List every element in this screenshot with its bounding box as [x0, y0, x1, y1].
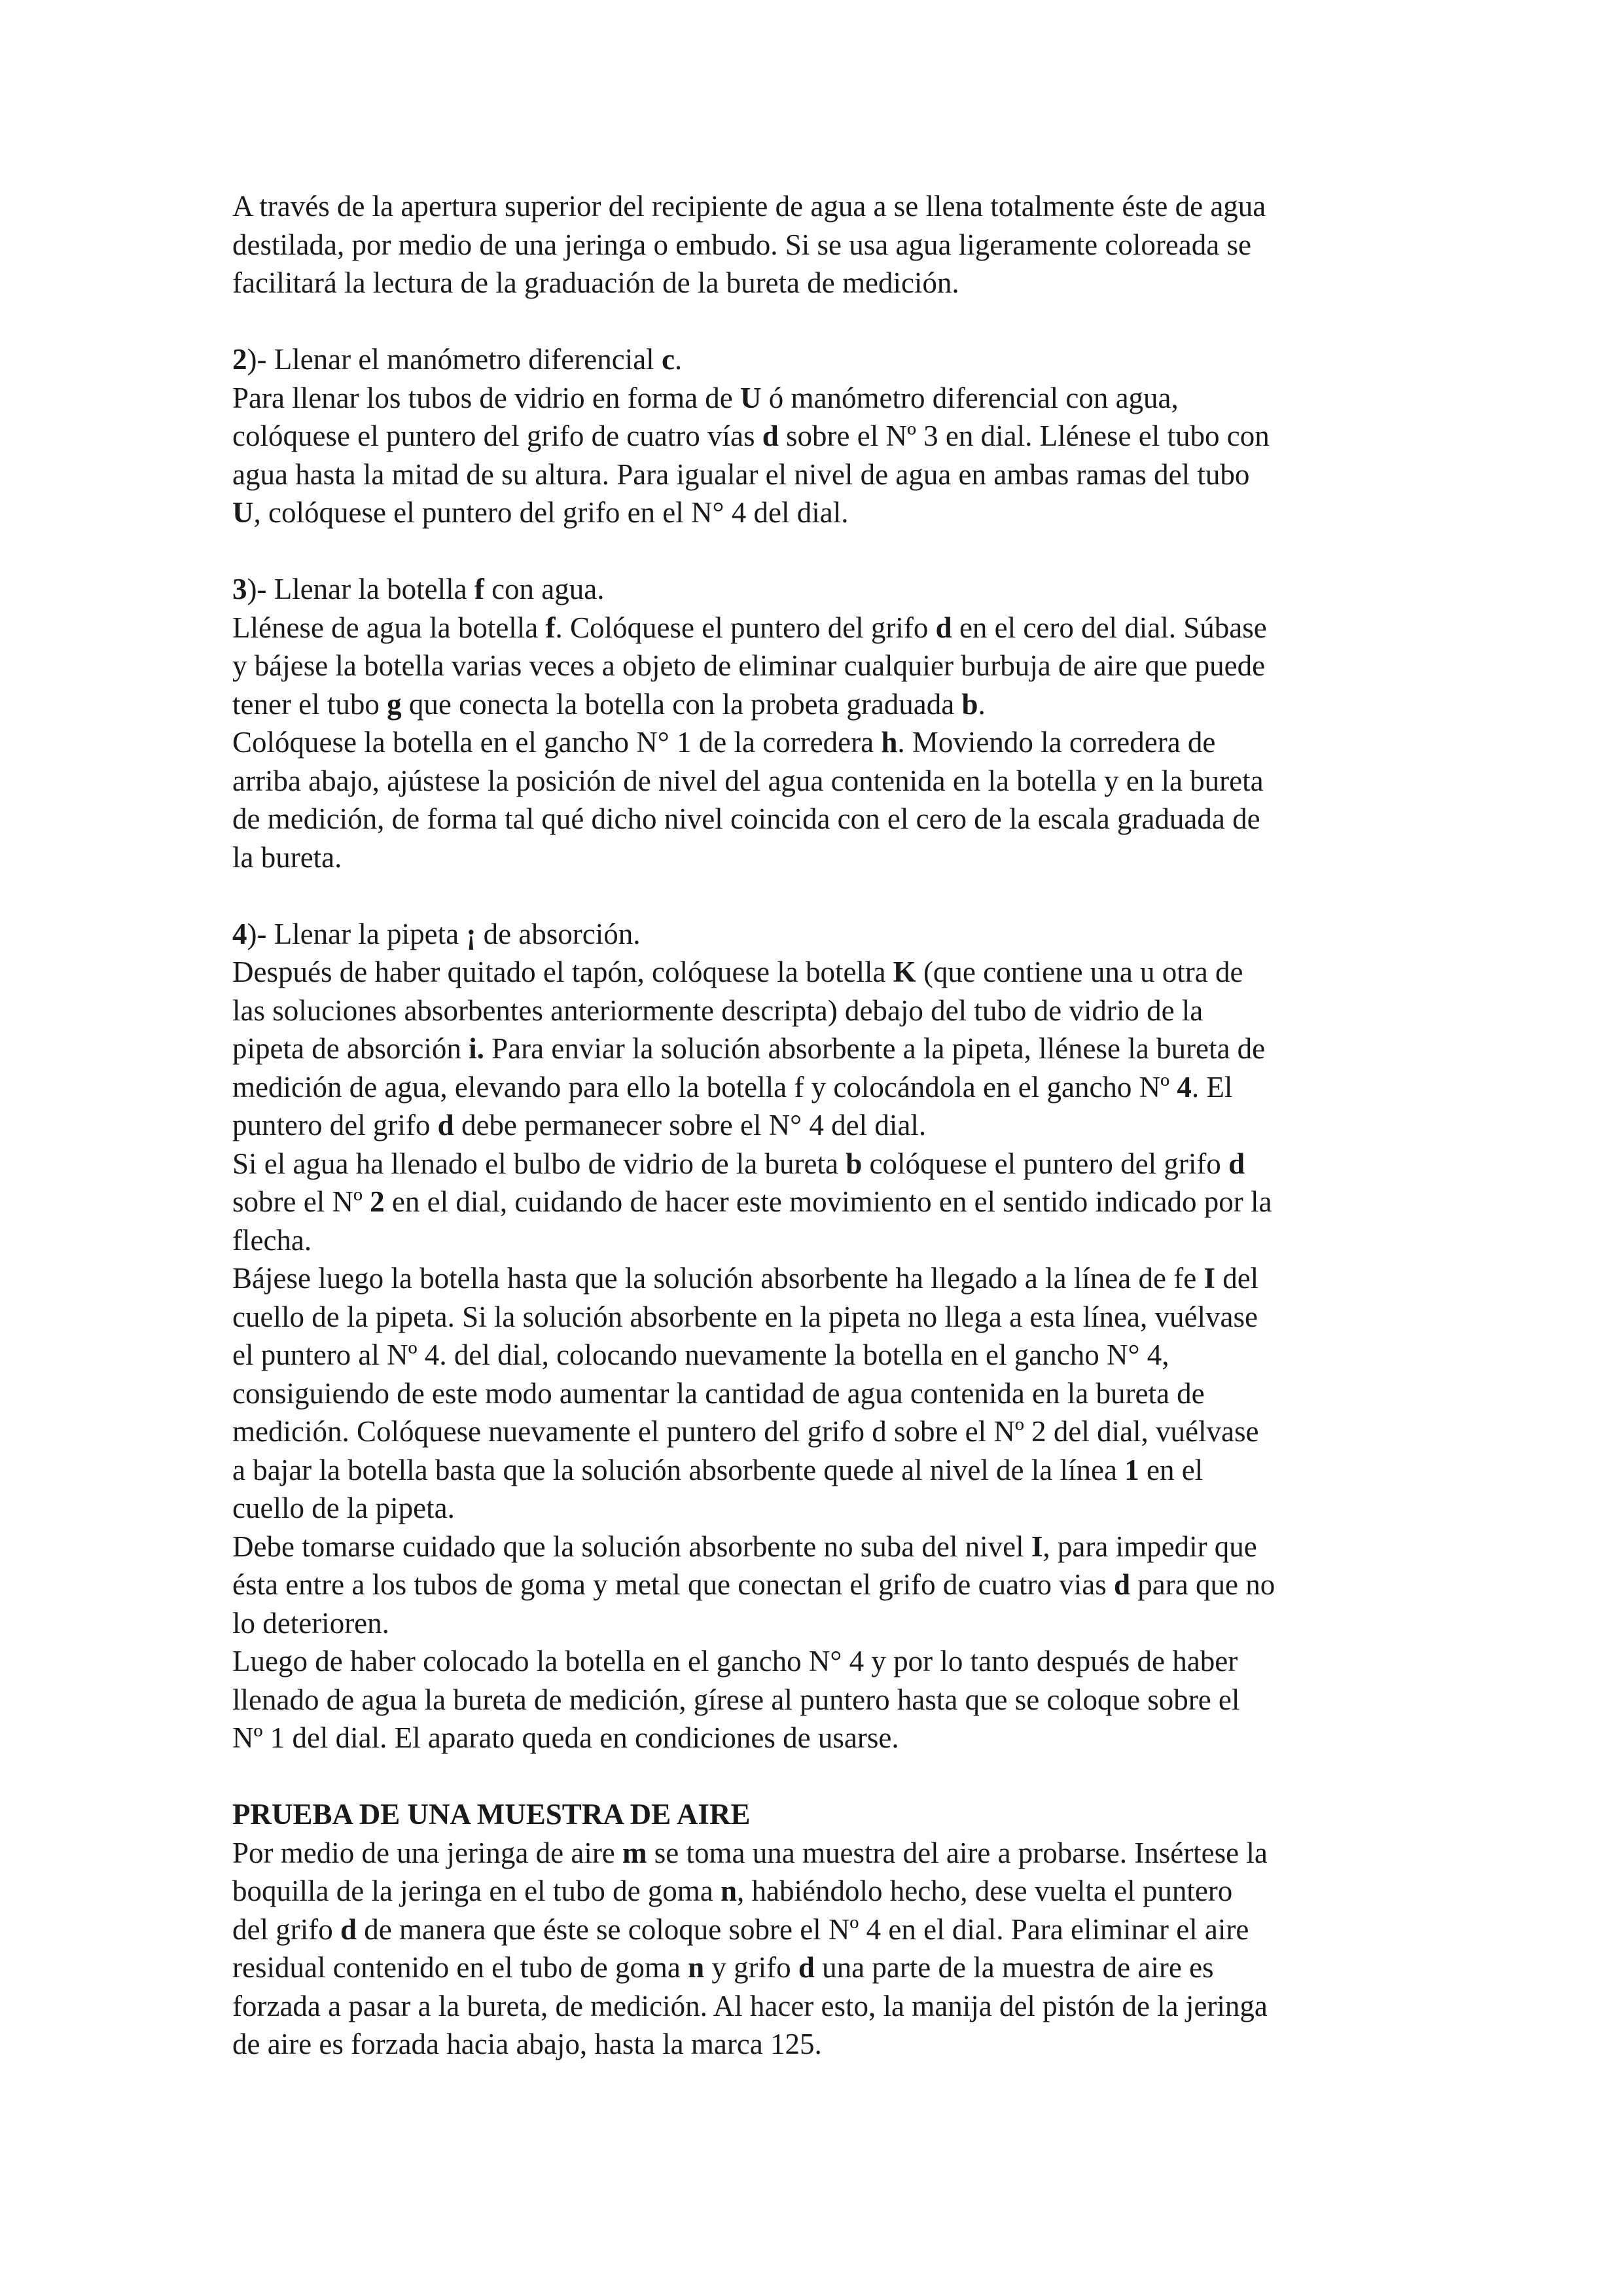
text: Por medio de una jeringa de aire — [232, 1836, 623, 1869]
text: para que no — [1130, 1568, 1275, 1601]
bold-text: g — [387, 687, 402, 721]
text-line: agua hasta la mitad de su altura. Para igualar el nivel de agua en ambas ramas del tubo — [232, 457, 1250, 491]
text: del — [1215, 1262, 1259, 1295]
text: del grifo — [232, 1912, 340, 1946]
text: puntero del grifo — [232, 1109, 438, 1141]
section-number: 4 — [232, 917, 247, 950]
text-line: lo deterioren. — [232, 1606, 389, 1640]
text-line — [232, 1106, 1410, 1145]
bold-text: n — [688, 1951, 705, 1984]
text: Después de haber quitado el tapón, colóquese la botella — [232, 956, 893, 988]
text: medición de agua, elevando para ello la botella f y colocándola en el gancho Nº — [232, 1070, 1177, 1103]
text-line: de aire es forzada hacia abajo, hasta la marca 125. — [232, 2028, 822, 2060]
text-line — [232, 1872, 1410, 1910]
bold-text: U — [740, 381, 762, 414]
bold-text: U — [232, 496, 254, 529]
title-end: con agua. — [484, 573, 605, 605]
text: Colóquese la botella en el gancho N° 1 de la corredera — [232, 726, 882, 759]
text-line: facilitará la lectura de la graduación de la bureta de medición. — [232, 266, 959, 299]
text: ó manómetro diferencial con agua, — [761, 381, 1179, 414]
text: Para llenar los tubos de vidrio en forma de — [232, 381, 741, 414]
bold-text: d — [798, 1951, 815, 1984]
title-text: )- Llenar la pipeta — [247, 917, 467, 950]
text-line: la bureta. — [232, 840, 342, 874]
title-end: . — [674, 343, 683, 376]
text-line — [232, 379, 1410, 418]
text: en el — [1139, 1453, 1204, 1486]
bold-text: d — [437, 1109, 454, 1141]
text-line — [232, 953, 1410, 992]
text-line: forzada a pasar a la bureta, de medición. Al hacer esto, la manija del pistón de la jeringa — [232, 1989, 1268, 2022]
text: y grifo — [704, 1951, 798, 1984]
title-bold: f — [474, 573, 484, 605]
text-line: A través de la apertura superior del recipiente de agua a se llena totalmente éste de agua — [232, 190, 1266, 223]
text: pipeta de absorción — [232, 1032, 469, 1065]
text-line — [232, 1030, 1410, 1068]
bold-text: 2 — [370, 1185, 385, 1218]
title-end: de absorción. — [476, 917, 641, 950]
text: se toma una muestra del aire a probarse. Insértese la — [647, 1836, 1268, 1869]
text-line: Nº 1 del dial. El aparato queda en condiciones de usarse. — [232, 1721, 899, 1754]
text-line — [232, 1183, 1410, 1221]
bold-text: d — [762, 420, 779, 452]
text: tener el tubo — [232, 687, 387, 721]
text: una parte de la muestra de aire es — [814, 1951, 1214, 1984]
title-bold: c — [661, 343, 675, 376]
title-text: )- Llenar la botella — [247, 573, 474, 605]
text: boquilla de la jeringa en el tubo de goma — [232, 1874, 721, 1907]
text-line: medición. Colóquese nuevamente el puntero del grifo d sobre el Nº 2 del dial, vuélvase — [232, 1415, 1259, 1448]
bold-text: n — [721, 1874, 738, 1907]
document-page — [232, 187, 1410, 2064]
text-line — [232, 1068, 1410, 1107]
text: . Colóquese el puntero del grifo — [555, 611, 936, 644]
bold-text: d — [1114, 1568, 1131, 1601]
text-line: llenado de agua la bureta de medición, gírese al puntero hasta que se coloque sobre el — [232, 1683, 1240, 1716]
title-bold: ¡ — [466, 917, 476, 950]
text-line — [232, 1528, 1410, 1566]
title-text: )- Llenar el manómetro diferencial — [247, 343, 662, 376]
text: . El — [1191, 1070, 1233, 1103]
section-prueba — [232, 1795, 1410, 2064]
text: , colóquese el puntero del grifo en el N° 4 del dial. — [253, 496, 849, 529]
text-line — [232, 723, 1410, 762]
bold-text: m — [622, 1836, 647, 1869]
bold-text: h — [881, 726, 898, 759]
text: en el cero del dial. Súbase — [952, 611, 1267, 644]
text-line — [232, 609, 1410, 647]
bold-text: d — [935, 611, 952, 644]
bold-text: b — [961, 687, 978, 721]
text-line — [232, 1948, 1410, 1987]
text-line — [232, 493, 1410, 532]
bold-text: 4 — [1177, 1070, 1192, 1103]
text: , habiéndolo hecho, dese vuelta el puntero — [737, 1874, 1233, 1907]
text-line: cuello de la pipeta. — [232, 1492, 455, 1524]
bold-text: I — [1031, 1530, 1043, 1563]
text-line: consiguiendo de este modo aumentar la cantidad de agua contenida en la bureta de — [232, 1376, 1205, 1410]
bold-text: d — [1228, 1147, 1245, 1180]
text: que conecta la botella con la probeta graduada — [401, 687, 962, 721]
text: de manera que éste se coloque sobre el Nº 4 en el dial. Para eliminar el aire — [356, 1912, 1249, 1946]
text: colóquese el puntero del grifo — [862, 1147, 1229, 1180]
section-2 — [232, 340, 1410, 532]
text-line — [232, 1910, 1410, 1949]
text: sobre el Nº 3 en dial. Llénese el tubo con — [778, 420, 1270, 452]
text-line — [232, 685, 1410, 724]
bold-text: b — [846, 1147, 863, 1180]
bold-text: d — [340, 1912, 357, 1946]
text: , para impedir que — [1043, 1530, 1257, 1563]
section-4-title — [232, 915, 1410, 954]
bold-text: 1 — [1124, 1453, 1139, 1486]
text-line — [232, 1145, 1410, 1183]
text-line: las soluciones absorbentes anteriormente descripta) debajo del tubo de vidrio de la — [232, 994, 1204, 1027]
text-line: Luego de haber colocado la botella en el gancho N° 4 y por lo tanto después de haber — [232, 1645, 1238, 1677]
text-line: flecha. — [232, 1223, 312, 1257]
bold-text: f — [545, 611, 556, 644]
section-number: 2 — [232, 343, 247, 376]
text: Bájese luego la botella hasta que la solución absorbente ha llegado a la línea de fe — [232, 1262, 1204, 1295]
section-3 — [232, 570, 1410, 876]
text: a bajar la botella basta que la solución absorbente quede al nivel de la línea — [232, 1453, 1125, 1486]
text: sobre el Nº — [232, 1185, 370, 1218]
text-line: de medición, de forma tal qué dicho nivel coincida con el cero de la escala graduada de — [232, 802, 1260, 835]
text-line: cuello de la pipeta. Si la solución absorbente en la pipeta no llega a esta línea, vuélvase — [232, 1300, 1258, 1333]
bold-text: K — [893, 956, 916, 988]
text-line — [232, 1834, 1410, 1873]
text: . Moviendo la corredera de — [897, 726, 1216, 759]
text-line — [232, 1566, 1410, 1604]
section-number: 3 — [232, 573, 247, 605]
text-line: y bájese la botella varias veces a objeto de eliminar cualquier burbuja de aire que puede — [232, 649, 1266, 682]
text: Debe tomarse cuidado que la solución absorbente no suba del nivel — [232, 1530, 1031, 1563]
text: colóquese el puntero del grifo de cuatro vías — [232, 420, 762, 452]
text: Llénese de agua la botella — [232, 611, 546, 644]
text: debe permanecer sobre el N° 4 del dial. — [454, 1109, 927, 1141]
text: Si el agua ha llenado el bulbo de vidrio de la bureta — [232, 1147, 846, 1180]
text: (que contiene una u otra de — [916, 956, 1243, 988]
text-line: arriba abajo, ajústese la posición de nivel del agua contenida en la botella y en la bureta — [232, 764, 1264, 797]
text: en el dial, cuidando de hacer este movimiento en el sentido indicado por la — [384, 1185, 1272, 1218]
section-heading: PRUEBA DE UNA MUESTRA DE AIRE — [232, 1798, 751, 1831]
text: ésta entre a los tubos de goma y metal que conectan el grifo de cuatro vias — [232, 1568, 1115, 1601]
text: Para enviar la solución absorbente a la pipeta, llénese la bureta de — [484, 1032, 1266, 1065]
bold-text: I — [1204, 1262, 1215, 1295]
text-line — [232, 1259, 1410, 1298]
section-4 — [232, 915, 1410, 1757]
text-line: destilada, por medio de una jeringa o embudo. Si se usa agua ligeramente coloreada se — [232, 228, 1251, 261]
text-line — [232, 417, 1410, 456]
intro-paragraph — [232, 187, 1410, 302]
section-2-title — [232, 340, 1410, 379]
text-line: el puntero al Nº 4. del dial, colocando nuevamente la botella en el gancho N° 4, — [232, 1338, 1169, 1371]
text-line — [232, 1451, 1410, 1490]
text: residual contenido en el tubo de goma — [232, 1951, 688, 1984]
bold-text: i. — [469, 1032, 484, 1065]
section-3-title — [232, 570, 1410, 609]
text: . — [978, 687, 986, 721]
